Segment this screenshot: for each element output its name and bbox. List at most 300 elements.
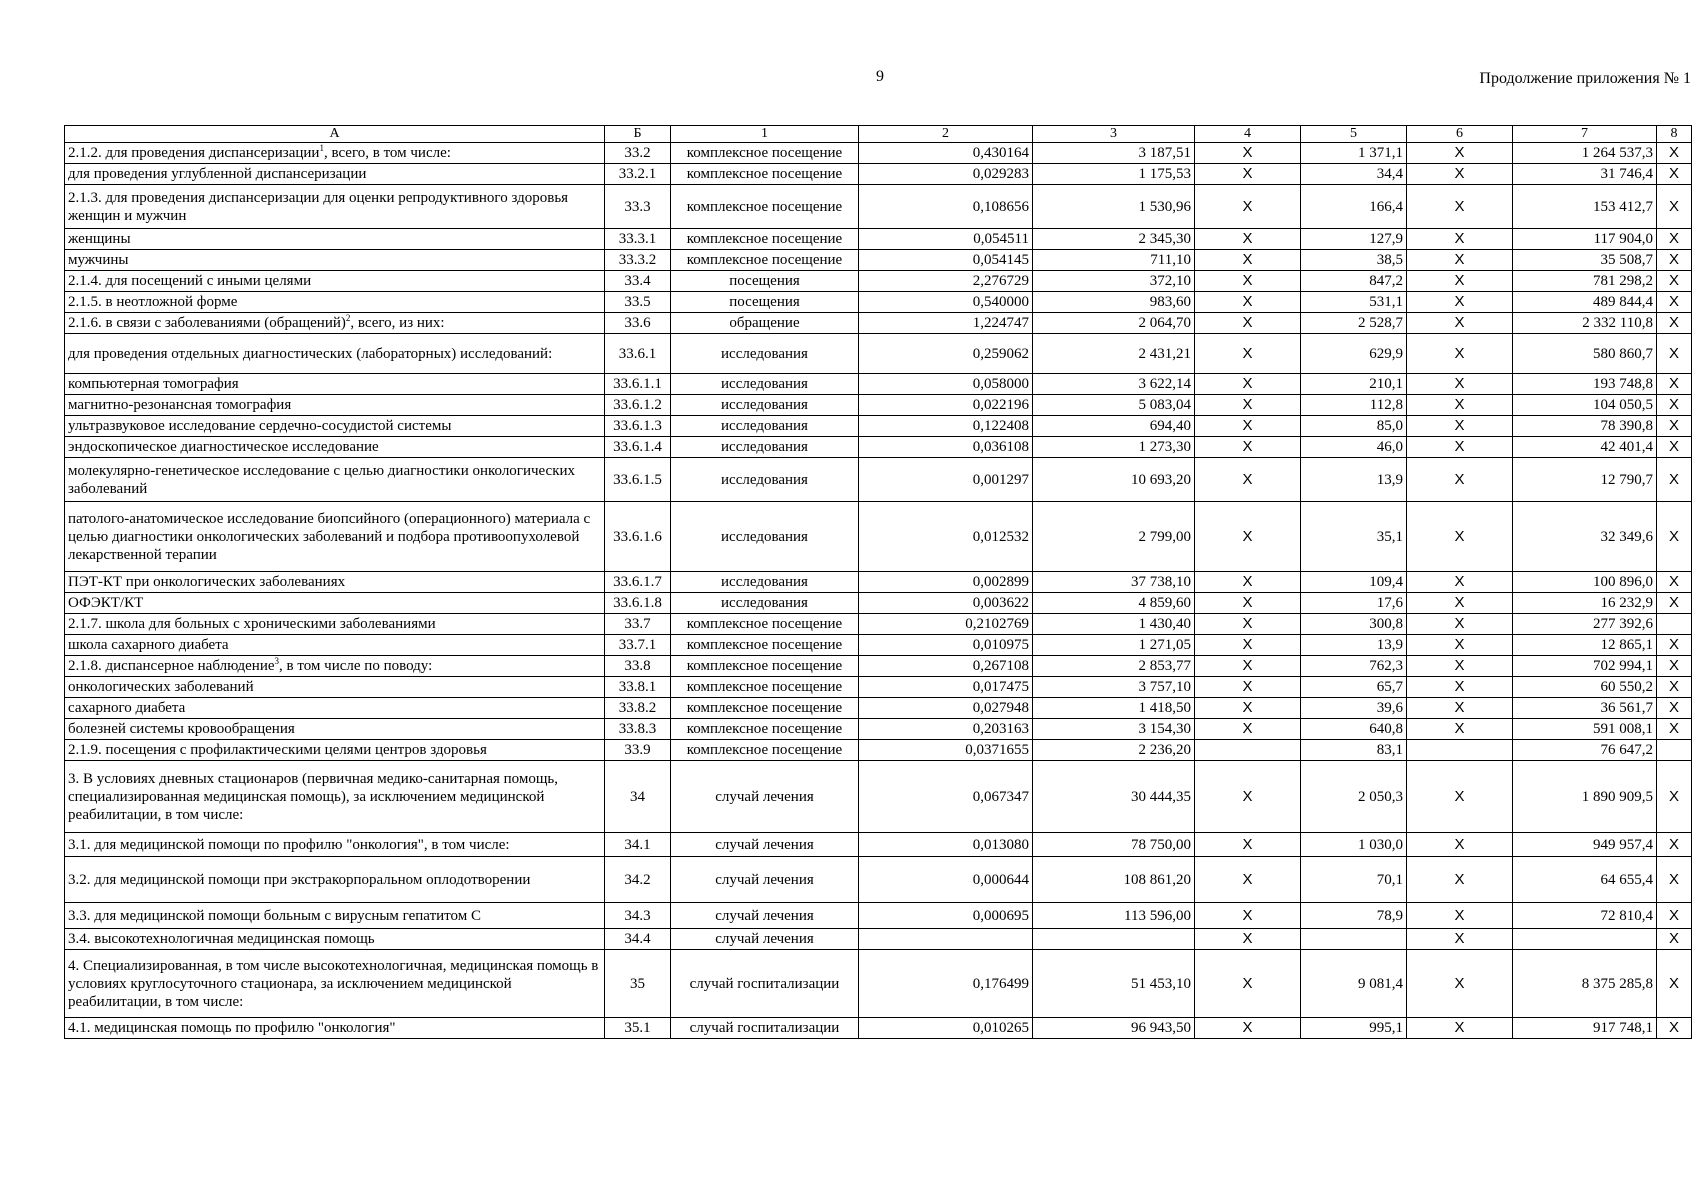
row-label-text: компьютерная томография [68,376,239,392]
row-label [65,656,605,677]
row-label-text: сахарного диабета [68,700,186,716]
cell-c8: Х [1657,635,1692,656]
cell-c7: 781 298,2 [1513,271,1657,292]
row-label [65,143,605,164]
cell-c4: Х [1195,437,1301,458]
cell-c7: 489 844,4 [1513,292,1657,313]
cell-c4: Х [1195,416,1301,437]
cell-c6: Х [1407,903,1513,929]
row-label [65,164,605,185]
cell-c3: 3 154,30 [1033,719,1195,740]
cell-c3: 96 943,50 [1033,1018,1195,1039]
table-row [65,502,1692,572]
cell-c8: Х [1657,458,1692,502]
column-header-9: 8 [1657,126,1692,143]
cell-c4: Х [1195,1018,1301,1039]
cell-c5: 83,1 [1301,740,1407,761]
table-row [65,698,1692,719]
cell-c1: случай лечения [671,833,859,857]
cell-b: 33.7.1 [605,635,671,656]
table-row [65,593,1692,614]
table-row [65,572,1692,593]
row-label-text: патолого-анатомическое исследование биопсийного (операционного) материала с целью диагностики онкологических заболеваний и подбора противоопухолевой лекарственной терапии [68,510,591,563]
row-label [65,614,605,635]
row-label [65,502,605,572]
cell-c5: 13,9 [1301,458,1407,502]
table-row [65,635,1692,656]
cell-c1: комплексное посещение [671,614,859,635]
row-label [65,313,605,334]
cell-b: 33.8 [605,656,671,677]
cell-b: 33.6.1.4 [605,437,671,458]
cell-c6: Х [1407,416,1513,437]
table-row [65,761,1692,833]
cell-c4: Х [1195,833,1301,857]
row-label-text: 2.1.6. в связи с заболеваниями (обращений) [68,315,346,331]
cell-b: 33.5 [605,292,671,313]
cell-c4: Х [1195,761,1301,833]
cell-c2: 0,022196 [859,395,1033,416]
cell-c5: 2 528,7 [1301,313,1407,334]
cell-c3: 10 693,20 [1033,458,1195,502]
row-label-text: 3. В условиях дневных стационаров (первичная медико-санитарная помощь, специализированная медицинская помощь), за исключением медицинской реабилитации, в том числе: [68,770,558,823]
cell-c8: Х [1657,677,1692,698]
cell-b: 33.6.1.8 [605,593,671,614]
cell-c4: Х [1195,164,1301,185]
cell-c5: 166,4 [1301,185,1407,229]
footnote-marker: 2 [345,313,351,323]
column-header-4: 3 [1033,126,1195,143]
table-row [65,677,1692,698]
row-label-text: для проведения отдельных диагностических (лабораторных) исследований: [68,345,553,362]
cell-c3: 78 750,00 [1033,833,1195,857]
column-header-row [65,126,1692,143]
table-body [65,143,1692,1039]
cell-c5: 629,9 [1301,334,1407,374]
cell-c8: Х [1657,719,1692,740]
cell-c3: 2 799,00 [1033,502,1195,572]
row-label-text: 3.1. для медицинской помощи по профилю "онкология", в том числе: [68,836,510,853]
cell-c2: 0,013080 [859,833,1033,857]
cell-c7: 16 232,9 [1513,593,1657,614]
row-label-text: эндоскопическое диагностическое исследование [68,439,379,455]
table-row [65,740,1692,761]
table-row [65,250,1692,271]
cell-c7: 153 412,7 [1513,185,1657,229]
cell-c7: 60 550,2 [1513,677,1657,698]
row-label [65,458,605,502]
cell-c2: 0,027948 [859,698,1033,719]
row-label-text: ультразвуковое исследование сердечно-сосудистой системы [68,418,452,434]
cell-c6: Х [1407,271,1513,292]
cell-b: 33.3 [605,185,671,229]
cell-c5 [1301,929,1407,950]
cell-b: 33.8.2 [605,698,671,719]
cell-c4: Х [1195,572,1301,593]
cell-b: 33.7 [605,614,671,635]
cell-c1: посещения [671,271,859,292]
row-label [65,334,605,374]
cell-c3: 2 853,77 [1033,656,1195,677]
cell-c7: 36 561,7 [1513,698,1657,719]
cell-c4: Х [1195,143,1301,164]
cell-c7: 8 375 285,8 [1513,950,1657,1018]
cell-c7: 1 890 909,5 [1513,761,1657,833]
cell-c4: Х [1195,313,1301,334]
cell-c7 [1513,929,1657,950]
cell-c4: Х [1195,395,1301,416]
column-header-1: Б [605,126,671,143]
row-label-text: 3.3. для медицинской помощи больным с вирусным гепатитом С [68,907,481,924]
cell-c2: 0,029283 [859,164,1033,185]
cell-c2: 0,054145 [859,250,1033,271]
cell-c1: случай лечения [671,929,859,950]
cell-c6 [1407,740,1513,761]
cell-b: 33.6.1.5 [605,458,671,502]
table-row [65,164,1692,185]
cell-c6: Х [1407,250,1513,271]
cell-c5: 210,1 [1301,374,1407,395]
cell-c7: 277 392,6 [1513,614,1657,635]
cell-c4: Х [1195,292,1301,313]
cell-c7: 32 349,6 [1513,502,1657,572]
column-header-6: 5 [1301,126,1407,143]
cell-c8: Х [1657,929,1692,950]
cell-c2: 0,000644 [859,857,1033,903]
cell-c7: 31 746,4 [1513,164,1657,185]
cell-c2: 0,058000 [859,374,1033,395]
cell-c5: 35,1 [1301,502,1407,572]
cell-c3: 113 596,00 [1033,903,1195,929]
row-label [65,1018,605,1039]
cell-c5: 1 371,1 [1301,143,1407,164]
table-row [65,719,1692,740]
cell-c1: комплексное посещение [671,250,859,271]
cell-c2: 0,010265 [859,1018,1033,1039]
cell-c2: 0,203163 [859,719,1033,740]
cell-b: 33.6 [605,313,671,334]
table-row [65,614,1692,635]
row-label [65,185,605,229]
cell-c1: случай лечения [671,761,859,833]
row-label [65,857,605,903]
cell-c2: 0,036108 [859,437,1033,458]
cell-c4: Х [1195,271,1301,292]
row-label-text: 2.1.5. в неотложной форме [68,294,238,310]
cell-c2: 2,276729 [859,271,1033,292]
cell-c7: 949 957,4 [1513,833,1657,857]
cell-c1: комплексное посещение [671,229,859,250]
cell-c5: 2 050,3 [1301,761,1407,833]
cell-c4: Х [1195,250,1301,271]
row-label-text: 2.1.2. для проведения диспансеризации [68,145,320,161]
cell-c6: Х [1407,677,1513,698]
cell-c2: 0,176499 [859,950,1033,1018]
cell-c8: Х [1657,185,1692,229]
cell-c8 [1657,740,1692,761]
cell-c3: 2 064,70 [1033,313,1195,334]
cell-c8: Х [1657,572,1692,593]
column-header-2: 1 [671,126,859,143]
cell-c2: 0,2102769 [859,614,1033,635]
cell-c3: 1 175,53 [1033,164,1195,185]
row-label [65,416,605,437]
cell-c3: 711,10 [1033,250,1195,271]
cell-c7: 76 647,2 [1513,740,1657,761]
cell-c6: Х [1407,761,1513,833]
cell-c3: 2 345,30 [1033,229,1195,250]
cell-b: 33.4 [605,271,671,292]
cell-c8: Х [1657,1018,1692,1039]
table-row [65,1018,1692,1039]
cell-b: 34 [605,761,671,833]
cell-c2: 0,067347 [859,761,1033,833]
cell-c7: 12 865,1 [1513,635,1657,656]
cell-c8: Х [1657,833,1692,857]
cell-c1: комплексное посещение [671,698,859,719]
footnote-marker: 1 [319,143,324,153]
cell-c6: Х [1407,458,1513,502]
table-row [65,903,1692,929]
cell-c8: Х [1657,292,1692,313]
cell-c2: 1,224747 [859,313,1033,334]
cell-c8: Х [1657,698,1692,719]
table-row [65,416,1692,437]
cell-c6: Х [1407,164,1513,185]
row-label-text: онкологических заболеваний [68,679,254,695]
cell-c7: 2 332 110,8 [1513,313,1657,334]
row-label [65,950,605,1018]
table-row [65,185,1692,229]
row-label [65,740,605,761]
column-header-7: 6 [1407,126,1513,143]
table-row [65,334,1692,374]
cell-c3: 1 418,50 [1033,698,1195,719]
cell-c1: комплексное посещение [671,164,859,185]
cell-c3: 2 236,20 [1033,740,1195,761]
row-label [65,903,605,929]
row-label-text: 3.4. высокотехнологичная медицинская помощь [68,931,375,947]
cell-c6: Х [1407,719,1513,740]
cell-c7: 64 655,4 [1513,857,1657,903]
table-row [65,656,1692,677]
cell-c7: 104 050,5 [1513,395,1657,416]
cell-c2: 0,430164 [859,143,1033,164]
cell-c6: Х [1407,374,1513,395]
cell-c8: Х [1657,416,1692,437]
cell-c1: случай госпитализации [671,950,859,1018]
cell-c2: 0,002899 [859,572,1033,593]
cell-c4: Х [1195,950,1301,1018]
cell-c1: исследования [671,437,859,458]
row-label-text: 2.1.7. школа для больных с хроническими заболеваниями [68,616,436,632]
cell-c4: Х [1195,334,1301,374]
cell-c7: 1 264 537,3 [1513,143,1657,164]
cell-c8: Х [1657,164,1692,185]
cell-b: 33.8.1 [605,677,671,698]
table-row [65,929,1692,950]
cell-c5: 1 030,0 [1301,833,1407,857]
cell-c4: Х [1195,635,1301,656]
cell-c8: Х [1657,374,1692,395]
cell-c8: Х [1657,903,1692,929]
cell-c7: 117 904,0 [1513,229,1657,250]
cell-c3: 983,60 [1033,292,1195,313]
cell-c1: исследования [671,502,859,572]
cell-b: 33.6.1.3 [605,416,671,437]
row-label-text: для проведения углубленной диспансеризации [68,166,367,182]
cell-c5: 34,4 [1301,164,1407,185]
data-table [64,125,1692,1039]
cell-c6: Х [1407,929,1513,950]
cell-c7: 12 790,7 [1513,458,1657,502]
cell-c7: 917 748,1 [1513,1018,1657,1039]
row-label-text: женщины [68,231,131,247]
cell-c5: 995,1 [1301,1018,1407,1039]
cell-c6: Х [1407,292,1513,313]
cell-c2: 0,003622 [859,593,1033,614]
cell-c7: 35 508,7 [1513,250,1657,271]
cell-c4 [1195,740,1301,761]
page-number: 9 [876,68,884,85]
cell-c1: случай госпитализации [671,1018,859,1039]
cell-c8: Х [1657,857,1692,903]
cell-c5: 46,0 [1301,437,1407,458]
cell-c5: 640,8 [1301,719,1407,740]
cell-c5: 300,8 [1301,614,1407,635]
row-label [65,761,605,833]
cell-c1: комплексное посещение [671,656,859,677]
cell-c6: Х [1407,614,1513,635]
row-label [65,719,605,740]
cell-c8: Х [1657,950,1692,1018]
appendix-continuation-header: Продолжение приложения № 1 [1479,70,1691,87]
cell-c2: 0,001297 [859,458,1033,502]
row-label-text: 2.1.9. посещения с профилактическими целями центров здоровья [68,742,487,758]
cell-c1: комплексное посещение [671,143,859,164]
cell-c3: 1 273,30 [1033,437,1195,458]
cell-c5: 39,6 [1301,698,1407,719]
footnote-marker: 3 [274,656,280,666]
row-label-text: мужчины [68,252,129,268]
cell-c3: 3 187,51 [1033,143,1195,164]
cell-c5: 531,1 [1301,292,1407,313]
row-label [65,929,605,950]
row-label-text: 4. Специализированная, в том числе высокотехнологичная, медицинская помощь в условиях круглосуточного стационара, за исключением медицинской реабилитации, в том числе: [68,957,599,1010]
row-label-text: ПЭТ-КТ при онкологических заболеваниях [68,574,346,590]
cell-c5: 112,8 [1301,395,1407,416]
cell-c3: 372,10 [1033,271,1195,292]
row-label [65,572,605,593]
cell-c3: 37 738,10 [1033,572,1195,593]
cell-c6: Х [1407,593,1513,614]
row-label-text: болезней системы кровообращения [68,721,295,737]
cell-c6: Х [1407,437,1513,458]
cell-c1: исследования [671,416,859,437]
column-header-8: 7 [1513,126,1657,143]
cell-c3 [1033,929,1195,950]
cell-c4: Х [1195,903,1301,929]
cell-b: 33.9 [605,740,671,761]
cell-c2 [859,929,1033,950]
table-row [65,271,1692,292]
cell-b: 33.3.1 [605,229,671,250]
cell-c4: Х [1195,229,1301,250]
row-label [65,698,605,719]
cell-c1: комплексное посещение [671,677,859,698]
cell-b: 33.2.1 [605,164,671,185]
table-row [65,437,1692,458]
cell-c1: исследования [671,395,859,416]
cell-c7: 193 748,8 [1513,374,1657,395]
row-label [65,250,605,271]
cell-c3: 2 431,21 [1033,334,1195,374]
cell-c4: Х [1195,929,1301,950]
cell-c6: Х [1407,950,1513,1018]
cell-c3: 5 083,04 [1033,395,1195,416]
cell-c2: 0,108656 [859,185,1033,229]
row-label-text: 4.1. медицинская помощь по профилю "онкология" [68,1020,396,1036]
table-row [65,374,1692,395]
cell-c8: Х [1657,334,1692,374]
cell-c1: комплексное посещение [671,740,859,761]
cell-c8 [1657,614,1692,635]
cell-c6: Х [1407,143,1513,164]
cell-c6: Х [1407,656,1513,677]
cell-c1: комплексное посещение [671,185,859,229]
cell-b: 33.6.1.1 [605,374,671,395]
row-label [65,635,605,656]
cell-c8: Х [1657,229,1692,250]
cell-c8: Х [1657,313,1692,334]
cell-c8: Х [1657,271,1692,292]
row-label [65,593,605,614]
cell-c7: 580 860,7 [1513,334,1657,374]
cell-c1: обращение [671,313,859,334]
row-label-text: магнитно-резонансная томография [68,397,292,413]
cell-c6: Х [1407,313,1513,334]
cell-c8: Х [1657,656,1692,677]
cell-c4: Х [1195,502,1301,572]
cell-c6: Х [1407,334,1513,374]
cell-c5: 109,4 [1301,572,1407,593]
cell-c5: 17,6 [1301,593,1407,614]
cell-c4: Х [1195,374,1301,395]
cell-c3: 3 757,10 [1033,677,1195,698]
cell-c3: 51 453,10 [1033,950,1195,1018]
cell-c1: исследования [671,572,859,593]
cell-c4: Х [1195,593,1301,614]
cell-c2: 0,540000 [859,292,1033,313]
row-label-text: 2.1.4. для посещений с иными целями [68,273,312,289]
row-label [65,374,605,395]
cell-c1: случай лечения [671,857,859,903]
cell-c3: 694,40 [1033,416,1195,437]
cell-c3: 1 430,40 [1033,614,1195,635]
cell-c6: Х [1407,857,1513,903]
cell-c2: 0,012532 [859,502,1033,572]
cell-c5: 85,0 [1301,416,1407,437]
row-label-text: ОФЭКТ/КТ [68,595,144,611]
cell-c5: 9 081,4 [1301,950,1407,1018]
cell-c6: Х [1407,635,1513,656]
cell-b: 33.3.2 [605,250,671,271]
table-row [65,229,1692,250]
cell-c8: Х [1657,502,1692,572]
cell-c5: 65,7 [1301,677,1407,698]
row-label [65,395,605,416]
cell-c5: 762,3 [1301,656,1407,677]
